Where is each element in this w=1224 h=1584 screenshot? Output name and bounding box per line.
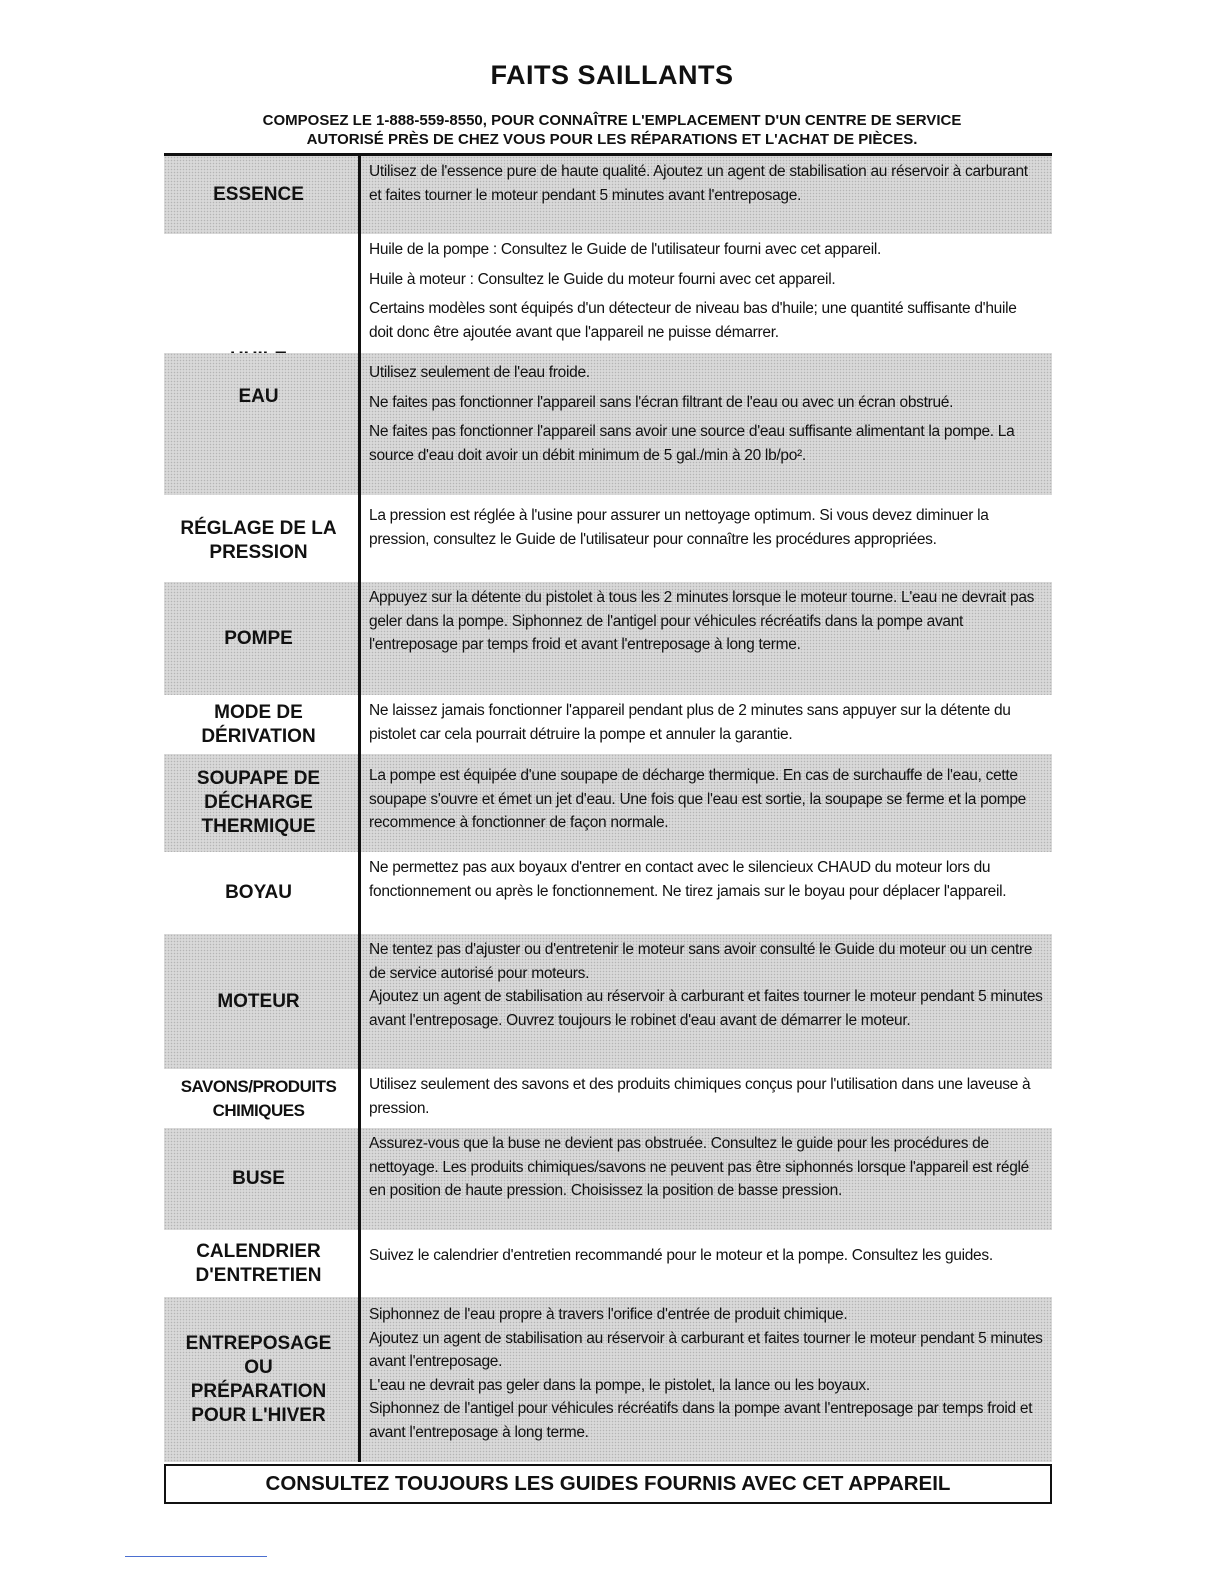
row-label: MODE DE DÉRIVATION <box>201 701 316 747</box>
row-label: MOTEUR <box>217 990 300 1012</box>
row-label: CALENDRIER D'ENTRETIEN <box>195 1240 322 1286</box>
row-label: RÉGLAGE DE LA PRESSION <box>180 518 337 563</box>
row-label: BOYAU <box>225 882 292 903</box>
row-description: Utilisez seulement des savons et des produits chimiques conçus pour l'utilisation dans une laveuse à pression. <box>369 1076 1031 1117</box>
row-description: La pompe est équipée d'une soupape de décharge thermique. En cas de surchauffe de l'eau, cette soupape s'ouvre et émet un jet d'eau. Une fois que l'eau est sortie, la soupape se ferme et la pompe recommence à fonctionner de façon normale. <box>369 767 1026 831</box>
table-row <box>164 353 1052 495</box>
service-notice-line-1: COMPOSEZ LE 1-888-559-8550, POUR CONNAÎTRE L'EMPLACEMENT D'UN CENTRE DE SERVICE <box>262 112 962 129</box>
service-notice-line-2: AUTORISÉ PRÈS DE CHEZ VOUS POUR LES RÉPARATIONS ET L'ACHAT DE PIÈCES. <box>306 131 918 148</box>
table-row <box>164 582 1052 695</box>
row-label: ESSENCE <box>213 184 304 205</box>
row-label: SAVONS/PRODUITS CHIMIQUES <box>180 1076 337 1120</box>
row-description: Utilisez de l'essence pure de haute qualité. Ajoutez un agent de stabilisation au réservoir à carburant et faites tourner le moteur pendant 5 minutes avant l'entreposage. <box>369 163 1028 204</box>
row-description: Utilisez seulement de l'eau froide. Ne faites pas fonctionner l'appareil sans l'écran filtrant de l'eau ou avec un écran obstrué. Ne faites pas fonctionner l'appareil sans avoir une source d'eau suffisante alimentant la pompe. La source d'eau doit avoir un débit minimum de 5 gal./min à 20 lb/po². <box>369 364 1015 464</box>
page-title: FAITS SAILLANTS <box>490 60 734 90</box>
row-label: EAU <box>238 386 279 407</box>
row-description: Ne laissez jamais fonctionner l'appareil pendant plus de 2 minutes sans appuyer sur la détente du pistolet car cela pourrait détruire la pompe et annuler la garantie. <box>369 702 1011 743</box>
row-description: Siphonnez de l'eau propre à travers l'orifice d'entrée de produit chimique. Ajoutez un agent de stabilisation au réservoir à carburant et faites tourner le moteur pendant 5 minutes avant l'entreposage. L'eau ne devrait pas geler dans la pompe, le pistolet, la lance ou les boyaux. Siphonnez de l'antigel pour véhicules récréatifs dans la pompe avant l'entreposage par temps froid et avant l'entreposage à long terme. <box>369 1306 1043 1441</box>
row-label: POMPE <box>224 627 293 649</box>
row-description: La pression est réglée à l'usine pour assurer un nettoyage optimum. Si vous devez diminuer la pression, consultez le Guide de l'utilisateur pour connaître les procédures appropriées. <box>369 507 989 548</box>
table-row <box>164 934 1052 1069</box>
footer-notice: CONSULTEZ TOUJOURS LES GUIDES FOURNIS AVEC CET APPAREIL <box>164 1464 1052 1504</box>
table-row <box>164 754 1052 852</box>
row-description: Huile de la pompe : Consultez le Guide de l'utilisateur fourni avec cet appareil. Huile à moteur : Consultez le Guide du moteur fourni avec cet appareil. Certains modèles sont équipés d'un détecteur de niveau bas d'huile; une quantité suffisante d'huile doit donc être ajoutée avant que l'appareil ne puisse démarrer. <box>369 241 1017 341</box>
table-row <box>164 1128 1052 1230</box>
row-label: BUSE <box>232 1168 285 1189</box>
row-description: Ne tentez pas d'ajuster ou d'entretenir le moteur sans avoir consulté le Guide du moteur ou un centre de service autorisé pour moteurs. Ajoutez un agent de stabilisation au réservoir à carburant et faites tourner le moteur pendant 5 minutes avant l'entreposage. Ouvrez toujours le robinet d'eau avant de démarrer le moteur. <box>369 941 1043 1029</box>
row-label: SOUPAPE DE DÉCHARGE THERMIQUE <box>196 768 321 837</box>
table-row <box>164 852 1052 934</box>
row-description: Suivez le calendrier d'entretien recommandé pour le moteur et la pompe. Consultez les guides. <box>369 1247 993 1264</box>
table-row <box>164 156 1052 234</box>
scan-mark <box>125 1556 267 1557</box>
row-description: Ne permettez pas aux boyaux d'entrer en contact avec le silencieux CHAUD du moteur lors du fonctionnement ou après le fonctionnement. Ne tirez jamais sur le boyau pour déplacer l'appareil. <box>369 859 1007 900</box>
row-description: Assurez-vous que la buse ne devient pas obstruée. Consultez le guide pour les procédures de nettoyage. Les produits chimiques/savons ne peuvent pas être siphonnés lorsque l'appareil est réglé en position de haute pression. Choisissez la position de basse pression. <box>369 1135 1029 1199</box>
row-label: ENTREPOSAGE OU PRÉPARATION POUR L'HIVER <box>185 1332 332 1426</box>
row-description: Appuyez sur la détente du pistolet à tous les 2 minutes lorsque le moteur tourne. L'eau ne devrait pas geler dans la pompe. Siphonnez de l'antigel pour véhicules récréatifs dans la pompe avant l'entreposage par temps froid et avant l'entreposage à long terme. <box>369 589 1035 653</box>
column-divider <box>358 156 361 1462</box>
table-row <box>164 1230 1052 1297</box>
table-row <box>164 695 1052 754</box>
service-notice <box>150 111 1074 149</box>
table-row <box>164 1069 1052 1128</box>
table-row <box>164 1297 1052 1462</box>
table-row <box>164 500 1052 582</box>
